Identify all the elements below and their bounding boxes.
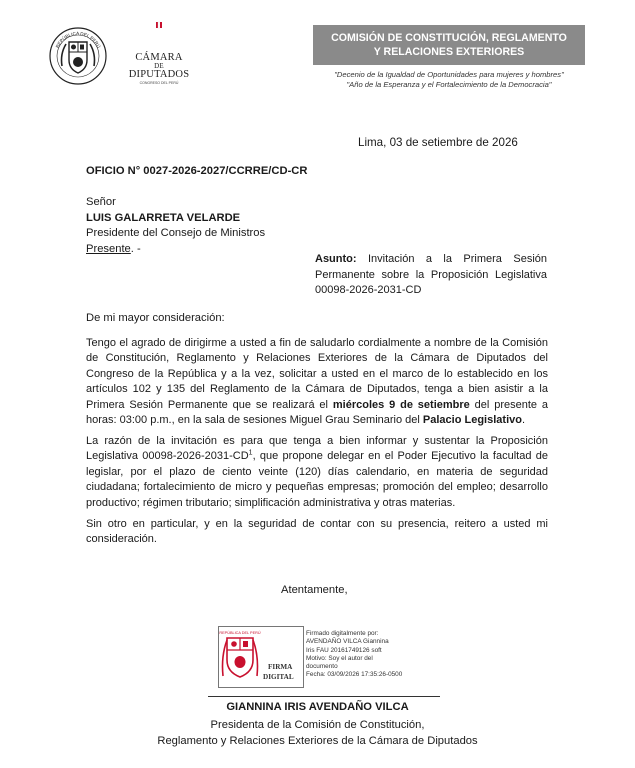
signature-detail-line: AVENDAÑO VILCA Giannina [306,638,389,646]
decenio-text: "Decenio de la Igualdad de Oportunidades para mujeres y hombres" [334,70,564,79]
signature-line [208,696,440,697]
flag-emblem-icon [144,20,174,48]
seal-text: REPÚBLICA DEL PERÚ [54,30,102,49]
oficio-number: OFICIO N° 0027-2026-2027/CCRRE/CD-CR [86,165,308,177]
subject-label: Asunto: [315,253,357,265]
signer-role-line2: Reglamento y Relaciones Exteriores de la Cámara de Diputados [157,735,478,747]
camara-diputados-logo [126,20,192,96]
addressee-greeting: Señor [86,196,116,208]
session-place: Palacio Legislativo [422,414,522,427]
paragraph-1-end: . [521,414,526,427]
addressee-presente-suffix: . - [130,242,141,255]
digital-signature-stamp [218,626,304,688]
signature-detail-line: Motivo: Soy el autor del [306,654,373,662]
decenio-motto [313,70,585,90]
signature-detail-line: documento [306,663,338,671]
stamp-firma-text: FIRMA [268,663,293,671]
addressee-title: Presidente del Consejo de Ministros [86,227,266,239]
paragraph-1-middle: del presente a horas: 03:00 p.m., en la sala de sesiones Miguel Grau Seminario del [86,398,548,427]
addressee-presente: Presente [86,242,131,255]
signature-detail-line: Firmado digitalmente por: [306,630,379,637]
session-date: miércoles 9 de setiembre [332,398,470,411]
signer-role-line1: Presidenta de la Comisión de Constitución, [210,719,425,731]
document-date: Lima, 03 de setiembre de 2026 [358,136,518,149]
signature-details [306,630,402,680]
addressee-name: LUIS GALARRETA VELARDE [86,211,241,224]
commission-banner [313,25,585,65]
closing-text: Atentamente, [281,584,348,596]
commission-title-line2: Y RELACIONES EXTERIORES [373,46,525,58]
paragraph-2-rest: , que propone delegar en el Poder Ejecutivo la facultad de legislar, por el plazo de ciento veinte (120) días calendario, en materia de seguridad ciudadana; fortalecimiento de micro y pequeñas empresas; promoción del empleo; desarrollo productivo; régimen tributario; simplificación administrativa y otras materias. [86,450,548,509]
paragraph-2-text: La razón de la invitación es para que tenga a bien informar y sustentar la Proposición Legislativa 00098-2026-2031-CD [86,435,548,463]
signature-detail-line: Fecha: 03/09/2026 17:35:26-0500 [306,671,403,679]
paragraph-1-text: Tengo el agrado de dirigirme a usted a fin de saludarlo cordialmente a nombre de la Comisión de Constitución, Reglamento y Relaciones Exteriores de la Cámara de Diputados del Congreso de la República y a la vez, solicitar a usted en el marco de lo establecido en los artículos 102 y 135 del Reglamento de la Cámara de Diputados, tenga a bien asistir a la Primera Sesión Permanente que se realizará el [86,337,548,411]
commission-title-line1: COMISIÓN DE CONSTITUCIÓN, REGLAMENTO [331,32,567,44]
year-name-text: "Año de la Esperanza y el Fortalecimiento de la Democracia" [346,80,552,89]
signer-name: GIANNINA IRIS AVENDAÑO VILCA [226,701,409,713]
addressee-block [86,195,265,257]
subject-block [315,252,547,299]
camara-name-line1: CÁMARA [135,52,183,63]
footnote-marker: 1 [248,449,253,457]
camara-name-line2: DE [154,62,164,70]
camara-name-line3: DIPUTADOS [128,69,190,80]
body-paragraph-1 [86,336,548,428]
body-paragraph-3: Sin otro en particular, y en la seguridad de contar con su presencia, reitero a usted mi consideración. [86,518,548,546]
peru-seal-logo [48,26,108,86]
body-paragraph-2 [86,434,548,511]
camara-subtitle: CONGRESO DEL PERÚ [139,81,179,85]
signer-role [0,717,635,749]
stamp-top-text: REPÚBLICA DEL PERÚ [219,631,261,635]
salutation: De mi mayor consideración: [86,312,225,324]
signature-detail-line: Iris FAU 20161749126 soft [306,646,382,654]
subject-text: Invitación a la Primera Sesión Permanente sobre la Proposición Legislativa 00098-2026-2031-CD [315,253,547,297]
stamp-digital-text: DIGITAL [263,673,294,681]
